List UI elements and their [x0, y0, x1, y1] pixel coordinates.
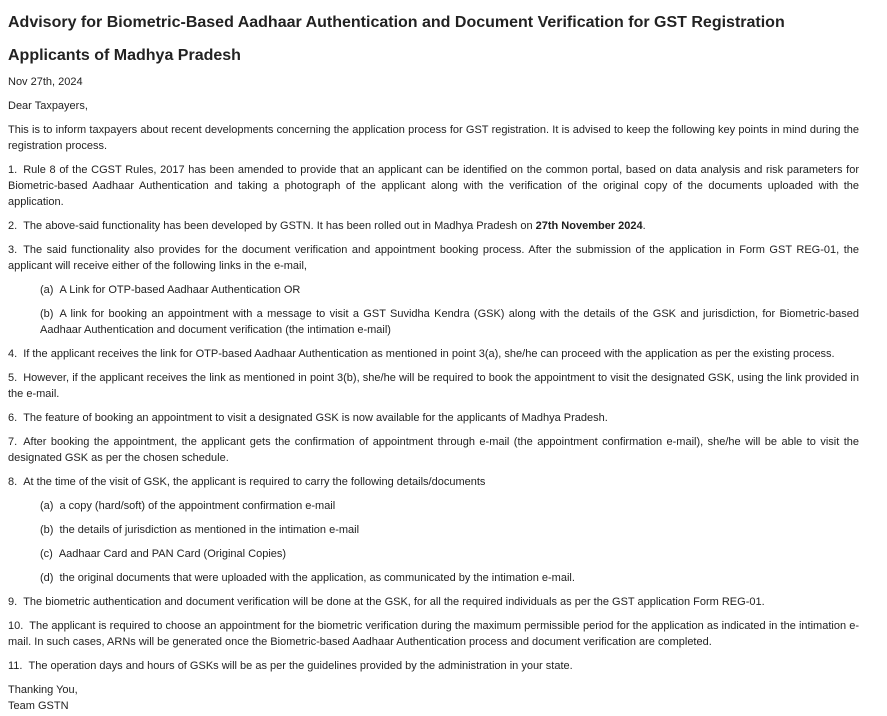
point-3-sub-a: [40, 282, 859, 298]
point-6: [8, 410, 859, 426]
sub-text: the details of jurisdiction as mentioned in the intimation e-mail: [59, 524, 360, 536]
point-8-sub-d: [40, 570, 859, 586]
point-number: 11.: [8, 660, 23, 672]
point-number: 6.: [8, 412, 18, 424]
point-text: The said functionality also provides for the document verification and appointment booking process. After the submission of the application in Form GST REG-01, the applicant will receive either of the following links in the e-mail,: [8, 244, 859, 272]
page-title: Advisory for Biometric-Based Aadhaar Authentication and Document Verification for GST Registration Applicants of Madhya Pradesh: [8, 14, 785, 64]
point-3: [8, 242, 859, 274]
point-8-sub-c: [40, 546, 859, 562]
sub-number: (a): [40, 500, 54, 512]
point-number: 2.: [8, 220, 18, 232]
point-text: The feature of booking an appointment to visit a designated GSK is now available for the applicants of Madhya Pradesh.: [23, 412, 608, 424]
sub-text: the original documents that were uploaded with the application, as communicated by the intimation e-mail.: [59, 572, 575, 584]
point-text: However, if the applicant receives the link as mentioned in point 3(b), she/he will be required to book the appointment to visit the designated GSK, using the link provided in the e-mail.: [8, 372, 859, 400]
sub-number: (d): [40, 572, 54, 584]
point-1: [8, 162, 859, 210]
point-text: The above-said functionality has been developed by GSTN. It has been rolled out in Madhya Pradesh on: [23, 220, 536, 232]
point-3-sub-b: [40, 306, 859, 338]
point-text: The biometric authentication and document verification will be done at the GSK, for all the required individuals as per the GST application Form REG-01.: [23, 596, 765, 608]
sub-number: (c): [40, 548, 53, 560]
sub-text: A link for booking an appointment with a message to visit a GST Suvidha Kendra (GSK) along with the details of the GSK and jurisdiction, for Biometric-based Aadhaar Authentication and document verification (the intimation e-mail): [40, 308, 859, 336]
point-number: 1.: [8, 164, 18, 176]
point-number: 4.: [8, 348, 18, 360]
point-number: 7.: [8, 436, 18, 448]
salutation: Dear Taxpayers,: [8, 100, 88, 112]
point-text-end: .: [642, 220, 646, 232]
sub-text: A Link for OTP-based Aadhaar Authentication OR: [59, 284, 301, 296]
point-text: If the applicant receives the link for OTP-based Aadhaar Authentication as mentioned in point 3(a), she/he can proceed with the application as per the existing process.: [23, 348, 835, 360]
point-8-sub-b: [40, 522, 859, 538]
point-number: 10.: [8, 620, 24, 632]
closing-signature: Team GSTN: [8, 700, 69, 712]
point-text: The operation days and hours of GSKs will be as per the guidelines provided by the administration in your state.: [28, 660, 573, 672]
point-2: [8, 218, 859, 234]
publish-date: Nov 27th, 2024: [8, 76, 83, 88]
point-number: 3.: [8, 244, 18, 256]
intro-paragraph: This is to inform taxpayers about recent developments concerning the application process for GST registration. It is advised to keep the following key points in mind during the registration process.: [8, 124, 859, 152]
point-number: 8.: [8, 476, 18, 488]
point-text: After booking the appointment, the applicant gets the confirmation of appointment through e-mail (the appointment confirmation e-mail), she/he will be able to visit the designated GSK as per the chosen schedule.: [8, 436, 859, 464]
point-text: Rule 8 of the CGST Rules, 2017 has been amended to provide that an applicant can be identified on the common portal, based on data analysis and risk parameters for Biometric-based Aadhaar Authentication and taking a photograph of the applicant along with the verification of the original copy of the documents uploaded with the application.: [8, 164, 859, 208]
rollout-date: 27th November 2024: [535, 220, 643, 232]
sub-number: (b): [40, 308, 54, 320]
point-11: [8, 658, 859, 674]
point-text: The applicant is required to choose an appointment for the biometric verification during the maximum permissible period for the application as indicated in the intimation e-mail. In such cases, ARNs will be generated once the Biometric-based Aadhaar Authentication process and document verification are completed.: [8, 620, 859, 648]
point-9: [8, 594, 859, 610]
point-8-sub-a: [40, 498, 859, 514]
point-5: [8, 370, 859, 402]
point-number: 5.: [8, 372, 18, 384]
point-10: [8, 618, 859, 650]
point-4: [8, 346, 859, 362]
sub-number: (b): [40, 524, 54, 536]
closing-thanks: Thanking You,: [8, 684, 78, 696]
point-7: [8, 434, 859, 466]
point-8: [8, 474, 859, 490]
sub-number: (a): [40, 284, 54, 296]
point-number: 9.: [8, 596, 18, 608]
sub-text: a copy (hard/soft) of the appointment confirmation e-mail: [59, 500, 336, 512]
sub-text: Aadhaar Card and PAN Card (Original Copies): [58, 548, 287, 560]
point-text: At the time of the visit of GSK, the applicant is required to carry the following details/documents: [23, 476, 486, 488]
